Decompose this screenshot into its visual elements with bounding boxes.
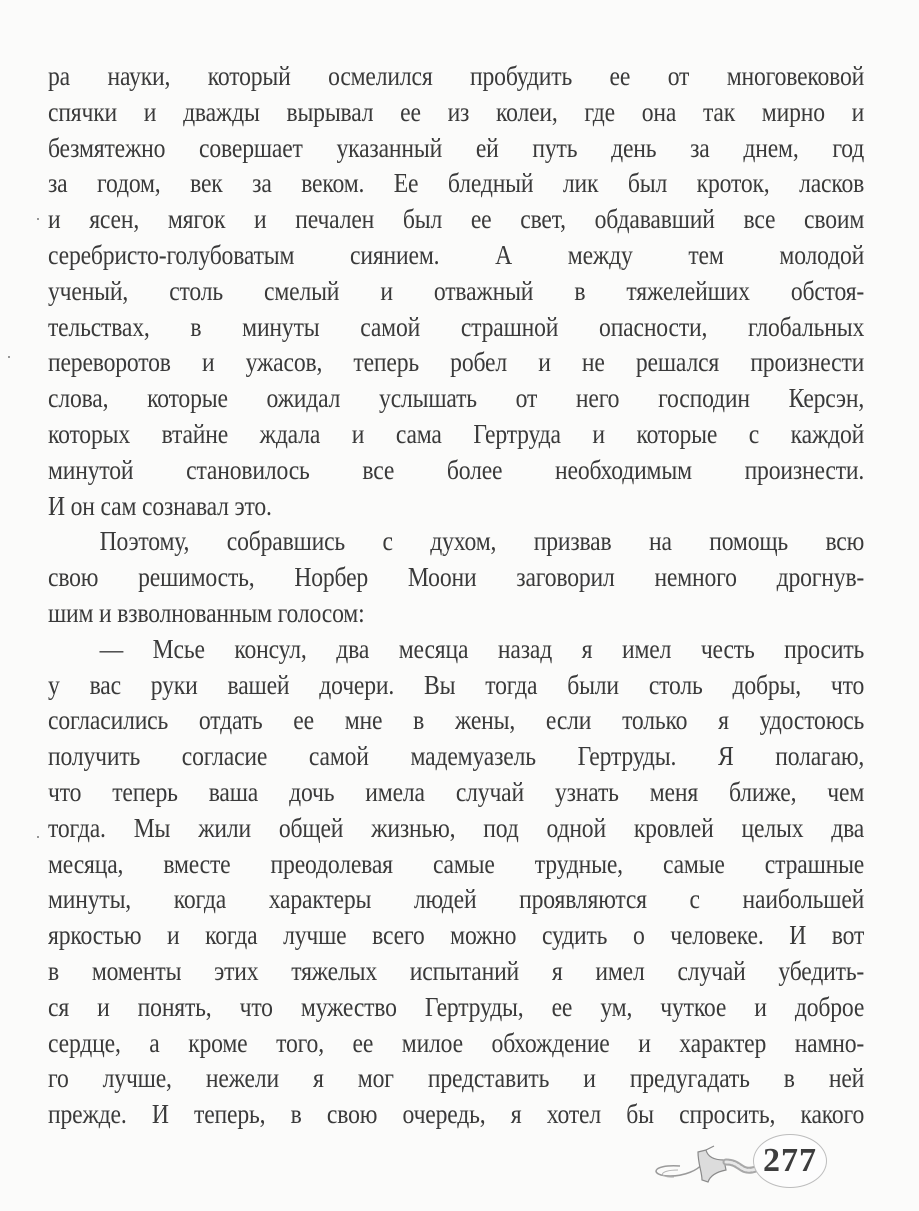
text-line: и ясен, мягок и печален был ее свет, обдававший все своим xyxy=(48,203,865,235)
text-line: безмятежно совершает указанный ей путь день за днем, год xyxy=(48,131,865,163)
text-line: И он сам сознавал это. xyxy=(48,489,272,521)
page-number: 277 xyxy=(753,1134,827,1188)
text-line: согласились отдать ее мне в жены, если только я удостоюсь xyxy=(48,704,865,736)
scan-speck xyxy=(8,356,10,358)
text-line: — Мсье консул, два месяца назад я имел честь просить xyxy=(99,632,865,664)
text-line: за годом, век за веком. Ее бледный лик был кроток, ласков xyxy=(48,167,865,199)
text-line: Поэтому, собравшись с духом, призвав на помощь всю xyxy=(99,525,865,557)
scan-speck xyxy=(37,218,39,220)
text-line: у вас руки вашей дочери. Вы тогда были столь добры, что xyxy=(48,668,865,700)
scan-speck xyxy=(37,836,39,838)
text-line: яркостью и когда лучше всего можно судить о человеке. И вот xyxy=(48,919,865,951)
text-line: слова, которые ожидал услышать от него господин Керсэн, xyxy=(48,382,865,414)
text-line: шим и взволнованным голосом: xyxy=(48,596,365,628)
text-line: ра науки, который осмелился пробудить ее от многовековой xyxy=(48,60,865,91)
text-line: которых втайне ждала и сама Гертруда и которые с каждой xyxy=(48,417,865,449)
page-folio xyxy=(640,1120,880,1200)
text-line: спячки и дважды вырывал ее из колеи, где она так мирно и xyxy=(48,95,865,127)
text-line: сердце, а кроме того, ее милое обхождение и характер намно- xyxy=(48,1026,865,1058)
text-line: серебристо-голубоватым сиянием. А между тем молодой xyxy=(48,238,865,270)
text-line: ся и понять, что мужество Гертруды, ее ум, чуткое и доброе xyxy=(48,990,865,1022)
text-line: получить согласие самой мадемуазель Гертруды. Я полагаю, xyxy=(48,740,865,772)
text-line: тогда. Мы жили общей жизнью, под одной кровлей целых два xyxy=(48,811,865,843)
text-line: месяца, вместе преодолевая самые трудные, самые страшные xyxy=(48,847,865,879)
text-line: ученый, столь смелый и отважный в тяжелейших обстоя- xyxy=(48,274,865,306)
book-page-text xyxy=(48,58,864,1132)
text-line: тельствах, в минуты самой страшной опасности, глобальных xyxy=(48,310,865,342)
text-line: минутой становилось все более необходимым произнести. xyxy=(48,453,865,485)
text-line: го лучше, нежели я мог представить и предугадать в ней xyxy=(48,1062,865,1094)
text-line: что теперь ваша дочь имела случай узнать меня ближе, чем xyxy=(48,775,865,807)
text-line: переворотов и ужасов, теперь робел и не решался произнести xyxy=(48,346,865,378)
text-line: прежде. И теперь, в свою очередь, я хотел бы спросить, какого xyxy=(48,1098,865,1130)
text-line: свою решимость, Норбер Моони заговорил немного дрогнув- xyxy=(48,561,865,593)
text-line: в моменты этих тяжелых испытаний я имел случай убедить- xyxy=(48,954,865,986)
text-line: минуты, когда характеры людей проявляются с наибольшей xyxy=(48,883,865,915)
